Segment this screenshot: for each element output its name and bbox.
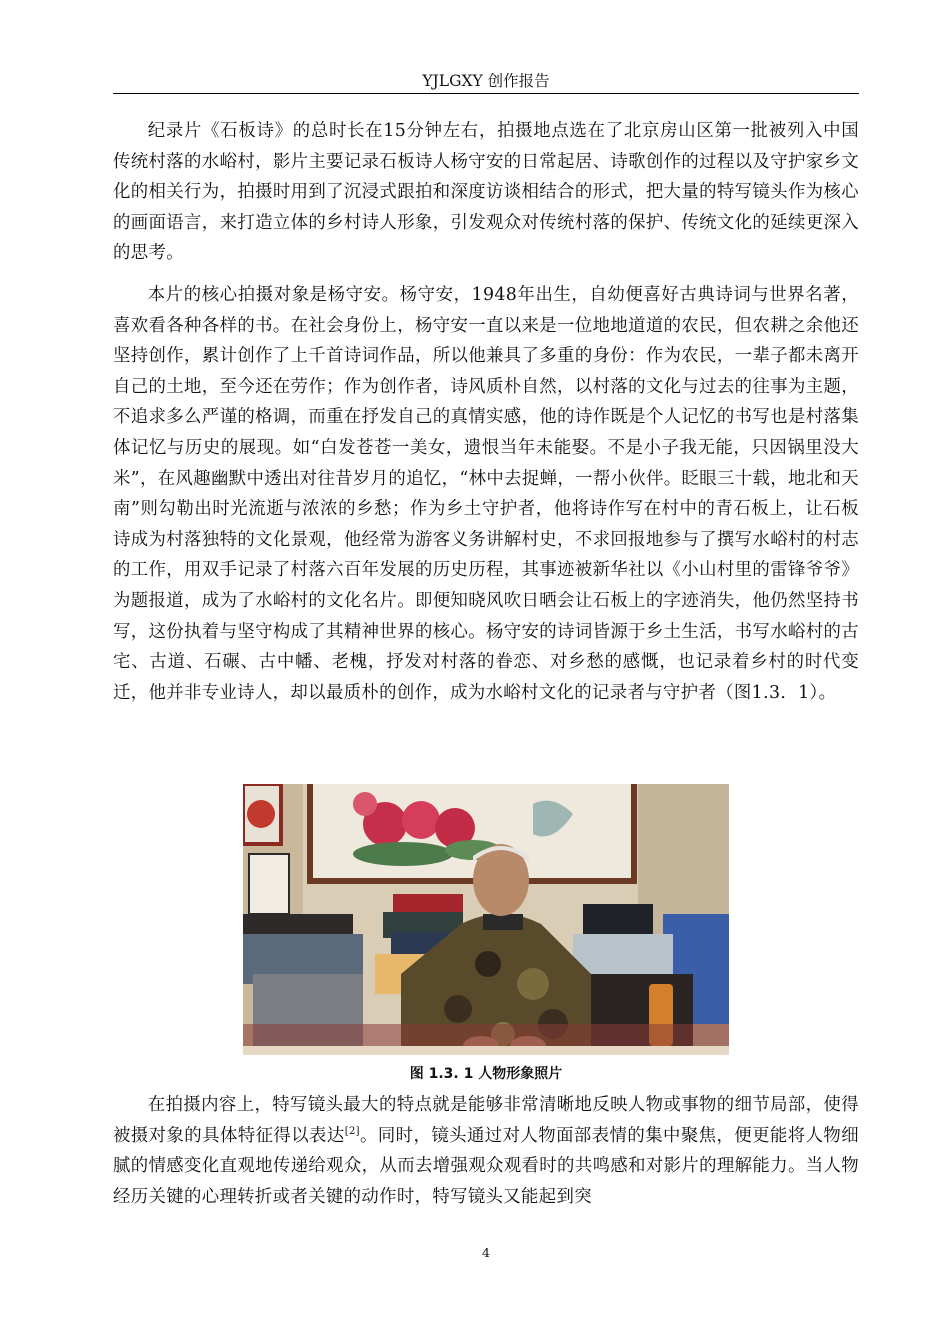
- body-paragraph-1: 纪录片《石板诗》的总时长在15分钟左右，拍摄地点选在了北京房山区第一批被列入中国传统村落的水峪村，影片主要记录石板诗人杨守安的日常起居、诗歌创作的过程以及守护家乡文化的相关行为，拍摄时用到了沉浸式跟拍和深度访谈相结合的形式，把大量的特写镜头作为核心的画面语言，来打造立体的乡村诗人形象，引发观众对传统村落的保护、传统文化的延续更深入的思考。: [113, 121, 859, 264]
- paragraph-3-text-a: 在拍摄内容上，特写镜头最大的特点就是能够非常清晰地反映人物或事物的细节局部，使得被摄对象的具体特征得以表达: [113, 1095, 859, 1146]
- body-paragraph-3: [113, 1090, 859, 1212]
- portrait-photo: [243, 784, 729, 1055]
- paragraph-3-text-b: 。同时，镜头通过对人物面部表情的集中聚焦，便更能将人物细腻的情感变化直观地传递给观众，从而去增强观众观看时的共鸣感和对影片的理解能力。当人物经历关键的心理转折或者关键的动作时，特写镜头又能起到突: [113, 1125, 859, 1207]
- page-header: YJLGXY 创作报告: [422, 72, 550, 90]
- page-number: 4: [482, 1245, 490, 1260]
- citation-ref: [2]: [344, 1125, 360, 1137]
- figure-caption: 图 1.3. 1 人物形象照片: [409, 1066, 563, 1082]
- header-divider: [113, 93, 859, 94]
- body-paragraph-2: 本片的核心拍摄对象是杨守安。杨守安，1948年出生，自幼便喜好古典诗词与世界名著，喜欢看各种各样的书。在社会身份上，杨守安一直以来是一位地地道道的农民，但农耕之余他还坚持创作，累计创作了上千首诗词作品，所以他兼具了多重的身份：作为农民，一辈子都未离开自己的土地，至今还在劳作；作为创作者，诗风质朴自然，以村落的文化与过去的往事为主题，不追求多么严谨的格调，而重在抒发自己的真情实感，他的诗作既是个人记忆的书写也是村落集体记忆与历史的展现。如“白发苍苍一美女，遗恨当年未能娶。不是小子我无能，只因锅里没大米”，在风趣幽默中透出对往昔岁月的追忆，“林中去捉蝉，一帮小伙伴。眨眼三十载，地北和天南”则勾勒出时光流逝与浓浓的乡愁；作为乡土守护者，他将诗作写在村中的青石板上，让石板诗成为村落独特的文化景观，他经常为游客义务讲解村史，不求回报地参与了撰写水峪村的村志的工作，用双手记录了村落六百年发展的历史历程，其事迹被新华社以《小山村里的雷锋爷爷》为题报道，成为了水峪村的文化名片。即便知晓风吹日晒会让石板上的字迹消失，他仍然坚持书写，这份执着与坚守构成了其精神世界的核心。杨守安的诗词皆源于乡土生活，书写水峪村的古宅、古道、石碾、古中幡、老槐，抒发对村落的眷恋、对乡愁的感慨，也记录着乡村的时代变迁，他并非专业诗人，却以最质朴的创作，成为水峪村文化的记录者与守护者（图1.3．1）。: [113, 285, 859, 703]
